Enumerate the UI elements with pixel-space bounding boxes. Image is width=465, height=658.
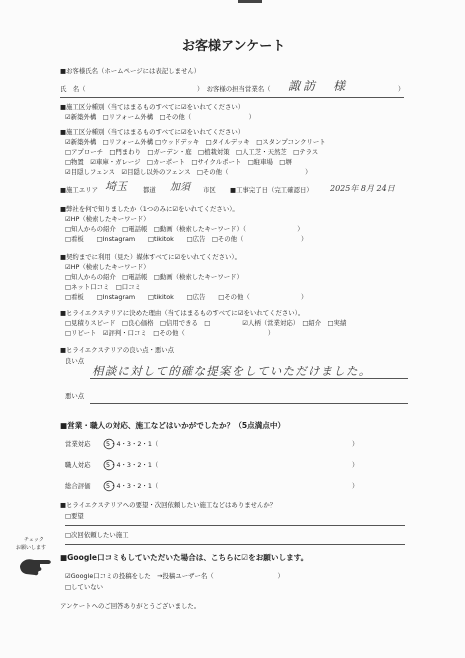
underline bbox=[60, 97, 404, 98]
rating-close: ） bbox=[352, 482, 359, 490]
area-city-suffix: 市区 bbox=[203, 186, 216, 194]
known-row: □知人からの紹介 □電話帳 □動画（検索したキーワード）（ ） bbox=[65, 225, 304, 233]
rating-label: 職人対応 bbox=[65, 461, 91, 469]
google-not-posted: □していない bbox=[65, 583, 103, 591]
area-pref: 埼玉 bbox=[105, 180, 127, 193]
completion-label: ■工事完了日（完工確認日） bbox=[230, 186, 313, 194]
area-city: 加須 bbox=[170, 182, 190, 193]
media-row: □看板 □Instagram □tikitok □広告 □その他（ ） bbox=[65, 293, 308, 301]
good-label: 良い点 bbox=[65, 357, 85, 365]
request-label: □要望 bbox=[65, 512, 84, 520]
known-row: ☑HP（検索したキーワード） bbox=[65, 215, 150, 223]
known-row: □看板 □Instagram □tikitok □広告 □その他（ ） bbox=[65, 235, 308, 243]
name-header: ■お客様氏名（ホームページには表記しません） bbox=[60, 67, 201, 75]
rating-scale: 5・4・3・2・1（ bbox=[106, 461, 159, 469]
scan-mark bbox=[238, 0, 262, 3]
content-row: □アプローチ □門まわり □ガーデン・庭 □植栽対策 □人工芝・天然芝 □テラス bbox=[65, 148, 319, 156]
rating-label: 総合評価 bbox=[65, 482, 91, 490]
bad-label: 悪い点 bbox=[65, 392, 85, 400]
content-header: ■施工区分種別（当てはまるものすべてに☑をいれてください） bbox=[60, 128, 245, 136]
requests-header: ■ヒライエクステリアへの要望・次回依頼したい施工などはありませんか？ bbox=[60, 501, 277, 509]
pointing-hand-icon bbox=[18, 552, 54, 578]
staff-label: ） お客様の担当営業名（ bbox=[197, 85, 271, 93]
underline bbox=[65, 525, 405, 526]
circled-score-mark bbox=[103, 480, 115, 492]
thanks-text: アンケートへのご回答ありがとうございました。 bbox=[60, 602, 201, 610]
completion-value: 2025年 8月 24日 bbox=[330, 184, 395, 193]
check-note-line1: チェック bbox=[24, 537, 44, 543]
rating-label: 営業対応 bbox=[65, 440, 91, 448]
media-row: ☑HP（検索したキーワード） bbox=[65, 263, 150, 271]
goodbad-header: ■ヒライエクステリアの良い点・悪い点 bbox=[60, 346, 175, 354]
check-note-line2: お願いします bbox=[16, 545, 47, 551]
rating-scale: 5・4・3・2・1（ bbox=[106, 440, 159, 448]
reason-row: □リピート ☑評判・口コミ □その他（ ） bbox=[65, 329, 275, 337]
circled-score-mark bbox=[103, 459, 115, 471]
staff-close: ） bbox=[398, 85, 405, 93]
name-label: 氏 名（ bbox=[60, 85, 86, 93]
type-options: ☑新築外構 □リフォーム外構 □その他（ ） bbox=[65, 113, 256, 121]
area-label: ■施工エリア bbox=[60, 186, 98, 194]
rating-header: ■営業・職人の対応、施工などはいかがでしたか？（5点満点中） bbox=[60, 421, 286, 430]
known-header: ■弊社を何で知りましたか（1つのみに☑をいれてください）。 bbox=[60, 205, 239, 213]
next-label: □次回依頼したい施工 bbox=[65, 531, 129, 539]
circled-score-mark bbox=[103, 438, 115, 450]
underline bbox=[65, 544, 405, 545]
type-header: ■施工区分種別（当てはまるものすべてに☑をいれてください） bbox=[60, 103, 245, 111]
content-row: ☑目隠しフェンス ☑目隠し以外のフェンス □その他（ ） bbox=[65, 168, 312, 176]
area-pref-suffix: 都道 bbox=[143, 186, 156, 194]
underline bbox=[90, 378, 408, 379]
rating-close: ） bbox=[352, 440, 359, 448]
rating-scale: 5・4・3・2・1（ bbox=[106, 482, 159, 490]
rating-close: ） bbox=[352, 461, 359, 469]
good-comment: 相談に対して的確な提案をしていただけました。 bbox=[92, 364, 372, 378]
underline bbox=[90, 403, 408, 404]
reason-header: ■ヒライエクステリアに決めた理由（当てはまるものすべてに☑をいれてください）。 bbox=[60, 309, 305, 317]
media-row: □知人からの紹介 □電話帳 □動画（検索したキーワード） bbox=[65, 273, 243, 281]
reason-row: □見積りスピード □良心価格 □信用できる □ ☑人柄（営業対応） □紹介 □実績 bbox=[65, 319, 347, 327]
media-header: ■契約までに利用（見た）媒体すべてに☑をいれてください）。 bbox=[60, 253, 241, 261]
staff-value: 諏訪 様 bbox=[288, 79, 349, 93]
content-row: □物置 ☑車庫・ガレージ □カーポート □サイクルポート □駐車場 □塀 bbox=[65, 158, 292, 166]
page-title: お客様アンケート bbox=[182, 39, 286, 54]
media-row: □ネット口コミ □口コミ bbox=[65, 283, 141, 291]
content-row: ☑新築外構 □リフォーム外構 □ウッドデッキ □タイルデッキ □スタンプコンクリート bbox=[65, 138, 326, 146]
google-header: ■Google口コミもしていただいた場合は、こちらに☑をお願いします。 bbox=[60, 553, 309, 562]
google-posted: ☑Google口コミの投稿をした →投稿ユーザー名（ ） bbox=[65, 572, 284, 580]
